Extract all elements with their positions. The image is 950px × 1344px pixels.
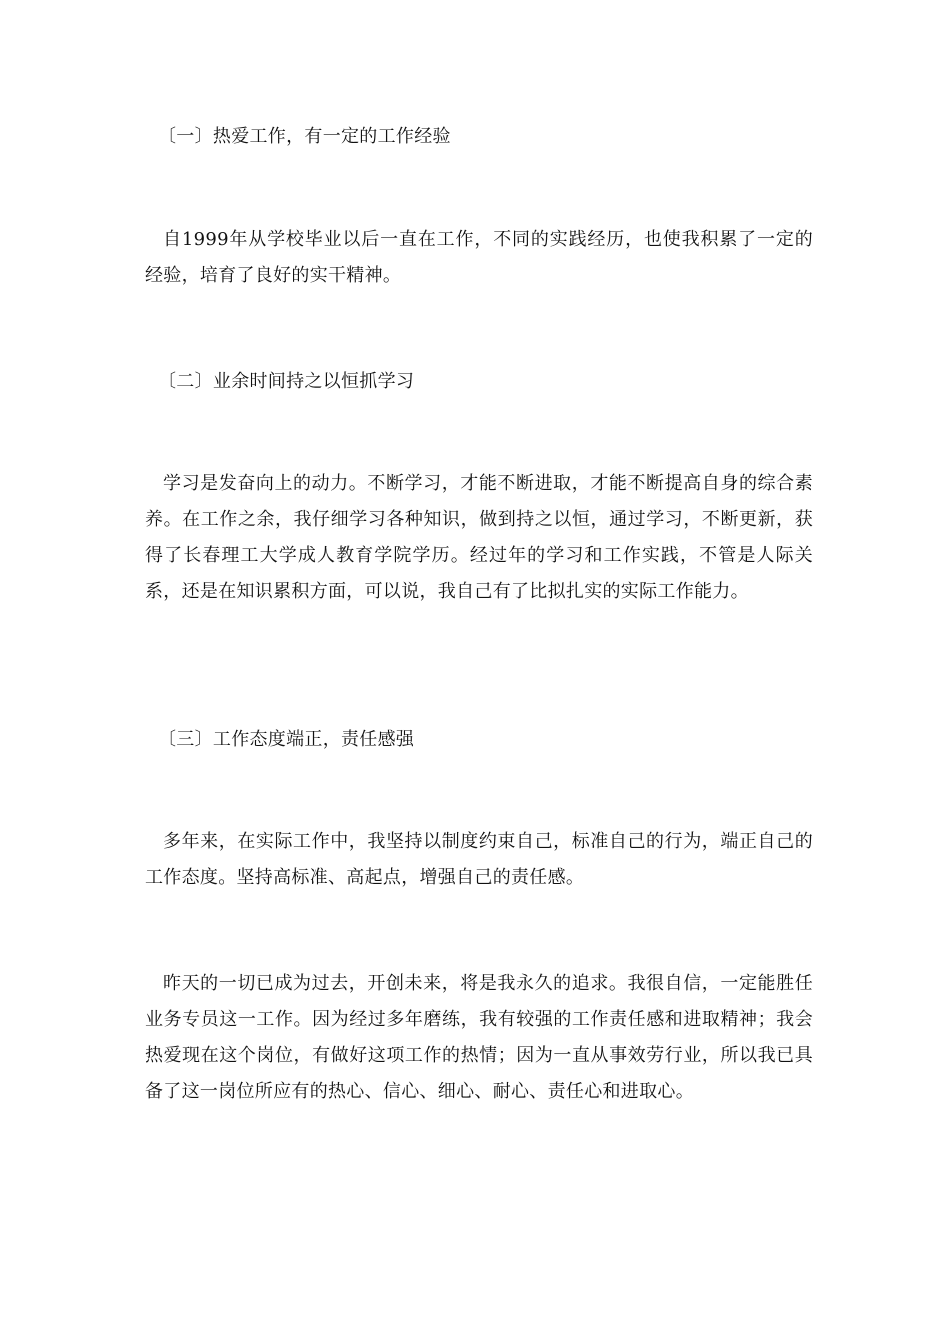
- section-heading-3: 〔三〕工作态度端正，责任感强: [158, 729, 415, 750]
- section-paragraph-1: 自1999年从学校毕业以后一直在工作，不同的实践经历，也使我积累了一定的经验，培育了良好的实干精神。: [145, 229, 813, 286]
- section-paragraph-3: 多年来，在实际工作中，我坚持以制度约束自己，标准自己的行为，端正自己的工作态度。坚持高标准、高起点，增强自己的责任感。: [145, 831, 813, 888]
- section-paragraph-2: 学习是发奋向上的动力。不断学习，才能不断进取，才能不断提高自身的综合素养。在工作之余，我仔细学习各种知识，做到持之以恒，通过学习，不断更新，获得了长春理工大学成人教育学院学历。经过年的学习和工作实践，不管是人际关系，还是在知识累积方面，可以说，我自己有了比拟扎实的实际工作能力。: [145, 473, 813, 602]
- closing-paragraph: 昨天的一切已成为过去，开创未来，将是我永久的追求。我很自信，一定能胜任业务专员这一工作。因为经过多年磨练，我有较强的工作责任感和进取精神；我会热爱现在这个岗位，有做好这项工作的热情；因为一直从事效劳行业，所以我已具备了这一岗位所应有的热心、信心、细心、耐心、责任心和进取心。: [145, 973, 813, 1102]
- section-heading-2: 〔二〕业余时间持之以恒抓学习: [158, 371, 415, 392]
- section-heading-1: 〔一〕热爱工作，有一定的工作经验: [158, 126, 451, 147]
